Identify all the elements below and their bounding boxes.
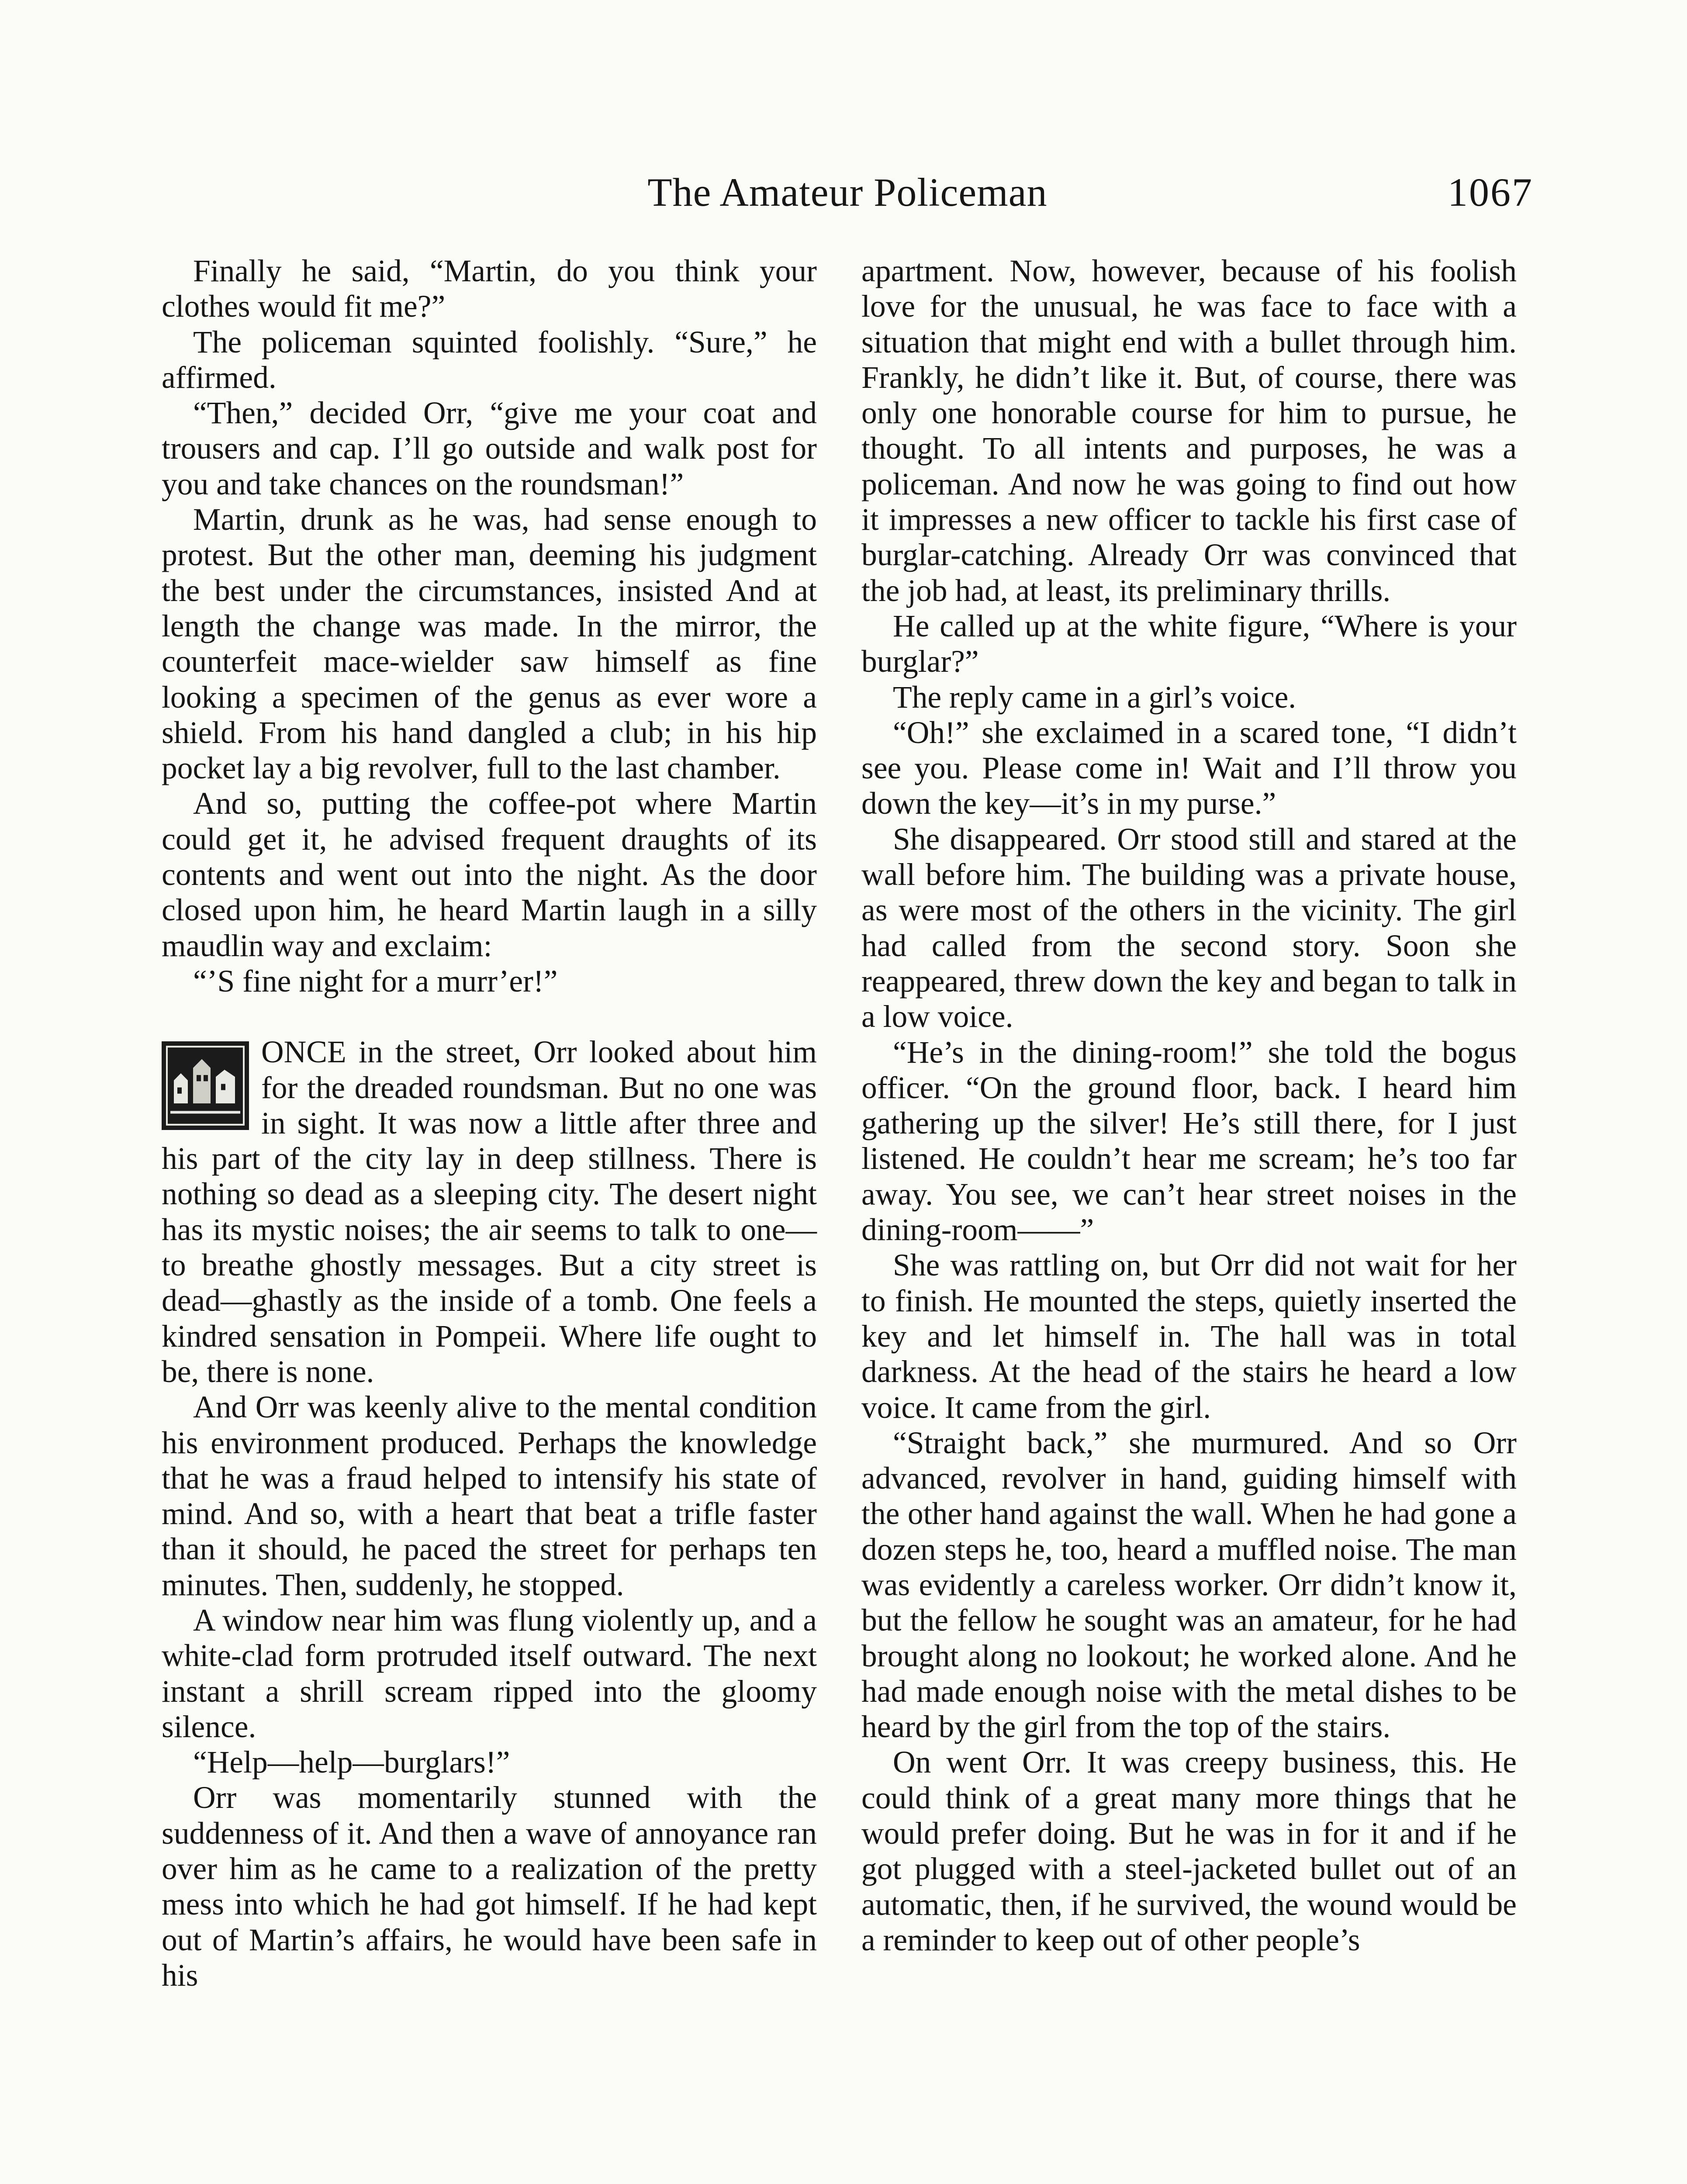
paragraph: She disappeared. Orr stood still and stared at the wall before him. The building was a private house, as were most of the others in the vicinity. The girl had called from the second story. Soon she reappeared, threw down the key and began to talk in a low voice. — [861, 822, 1517, 1034]
paragraph: ONCE in the street, Orr looked about him for the dreaded roundsman. But no one was in sight. It was now a little after three and his part of the city lay in deep stillness. There is nothing so dead as a sleeping city. The desert night has its mystic noises; the air seems to talk to one—to breathe ghostly messages. But a city street is dead—ghastly as the inside of a tomb. One feels a kindred sensation in Pompeii. Where life ought to be, there is none. — [162, 1035, 817, 1389]
paragraph: A window near him was flung violently up, and a white-clad form protruded itself outward. The next instant a shrill scream ripped into the gloomy silence. — [162, 1603, 817, 1744]
paragraph: The reply came in a girl’s voice. — [893, 680, 1296, 715]
paragraph: “’S fine night for a murr’er!” — [193, 964, 558, 999]
decorative-initial-icon — [162, 1041, 249, 1130]
page-title: The Amateur Policeman — [647, 170, 1047, 214]
paragraph: On went Orr. It was creepy business, this. He could think of a great many more things that he would prefer doing. But he was in for it and if he got plugged with a steel-jacketed bullet out of an automatic, then, if he survived, the wound would be a reminder to keep out of other people’s — [861, 1745, 1517, 1957]
paragraph: “Oh!” she exclaimed in a scared tone, “I didn’t see you. Please come in! Wait and I’ll throw you down the key—it’s in my purse.” — [861, 715, 1517, 821]
paragraph: apartment. Now, however, because of his foolish love for the unusual, he was face to face with a situation that might end with a bullet through him. Frankly, he didn’t like it. But, of course, there was only one honorable course for him to pursue, he thought. To all intents and purposes, he was a policeman. And now he was going to find out how it impresses a new officer to tackle his first case of burglar-catching. Already Orr was convinced that the job had, at least, its preliminary thrills. — [861, 254, 1517, 608]
page-number: 1067 — [1448, 170, 1533, 214]
right-column — [861, 253, 1517, 1958]
paragraph: And so, putting the coffee-pot where Martin could get it, he advised frequent draughts of its contents and went out into the night. As the door closed upon him, he heard Martin laugh in a silly maudlin way and exclaim: — [162, 786, 817, 963]
paragraph: “Then,” decided Orr, “give me your coat and trousers and cap. I’ll go outside and walk post for you and take chances on the roundsman!” — [162, 396, 817, 501]
running-head — [162, 168, 1533, 216]
left-column — [162, 253, 817, 1993]
paragraph: “Straight back,” she murmured. And so Orr advanced, revolver in hand, guiding himself with the other hand against the wall. When he had gone a dozen steps he, too, heard a muffled noise. The man was evidently a careless worker. Orr didn’t know it, but the fellow he sought was an amateur, for he had brought along no lookout; he worked alone. And he had made enough noise with the metal dishes to be heard by the girl from the top of the stairs. — [861, 1425, 1517, 1745]
paragraph: She was rattling on, but Orr did not wait for her to finish. He mounted the steps, quietly inserted the key and let himself in. The hall was in total darkness. At the head of the stairs he heard a low voice. It came from the girl. — [861, 1248, 1517, 1425]
paragraph: Orr was momentarily stunned with the suddenness of it. And then a wave of annoyance ran over him as he came to a realization of the pretty mess into which he had got himself. If he had kept out of Martin’s affairs, he would have been safe in his — [162, 1780, 817, 1993]
paragraph: “Help—help—burglars!” — [193, 1745, 510, 1780]
paragraph: He called up at the white figure, “Where is your burglar?” — [861, 608, 1517, 679]
section-break — [162, 999, 817, 1034]
paragraph: Martin, drunk as he was, had sense enough to protest. But the other man, deeming his judgment the best under the circumstances, insisted And at length the change was made. In the mirror, the counterfeit mace-wielder saw himself as fine looking a specimen of the genus as ever wore a shield. From his hand dangled a club; in his hip pocket lay a big revolver, full to the last chamber. — [162, 502, 817, 786]
paragraph: The policeman squinted foolishly. “Sure,” he affirmed. — [162, 325, 817, 395]
paragraph: And Orr was keenly alive to the mental condition his environment produced. Perhaps the knowledge that he was a fraud helped to intensify his state of mind. And so, with a heart that beat a trifle faster than it should, he paced the street for perhaps ten minutes. Then, suddenly, he stopped. — [162, 1390, 817, 1602]
paragraph: “He’s in the dining-room!” she told the bogus officer. “On the ground floor, back. I heard him gathering up the silver! He’s still there, for I just listened. He couldn’t hear me scream; he’s too far away. You see, we can’t hear street noises in the dining-room——” — [861, 1035, 1517, 1248]
paragraph: Finally he said, “Martin, do you think your clothes would fit me?” — [162, 254, 817, 324]
